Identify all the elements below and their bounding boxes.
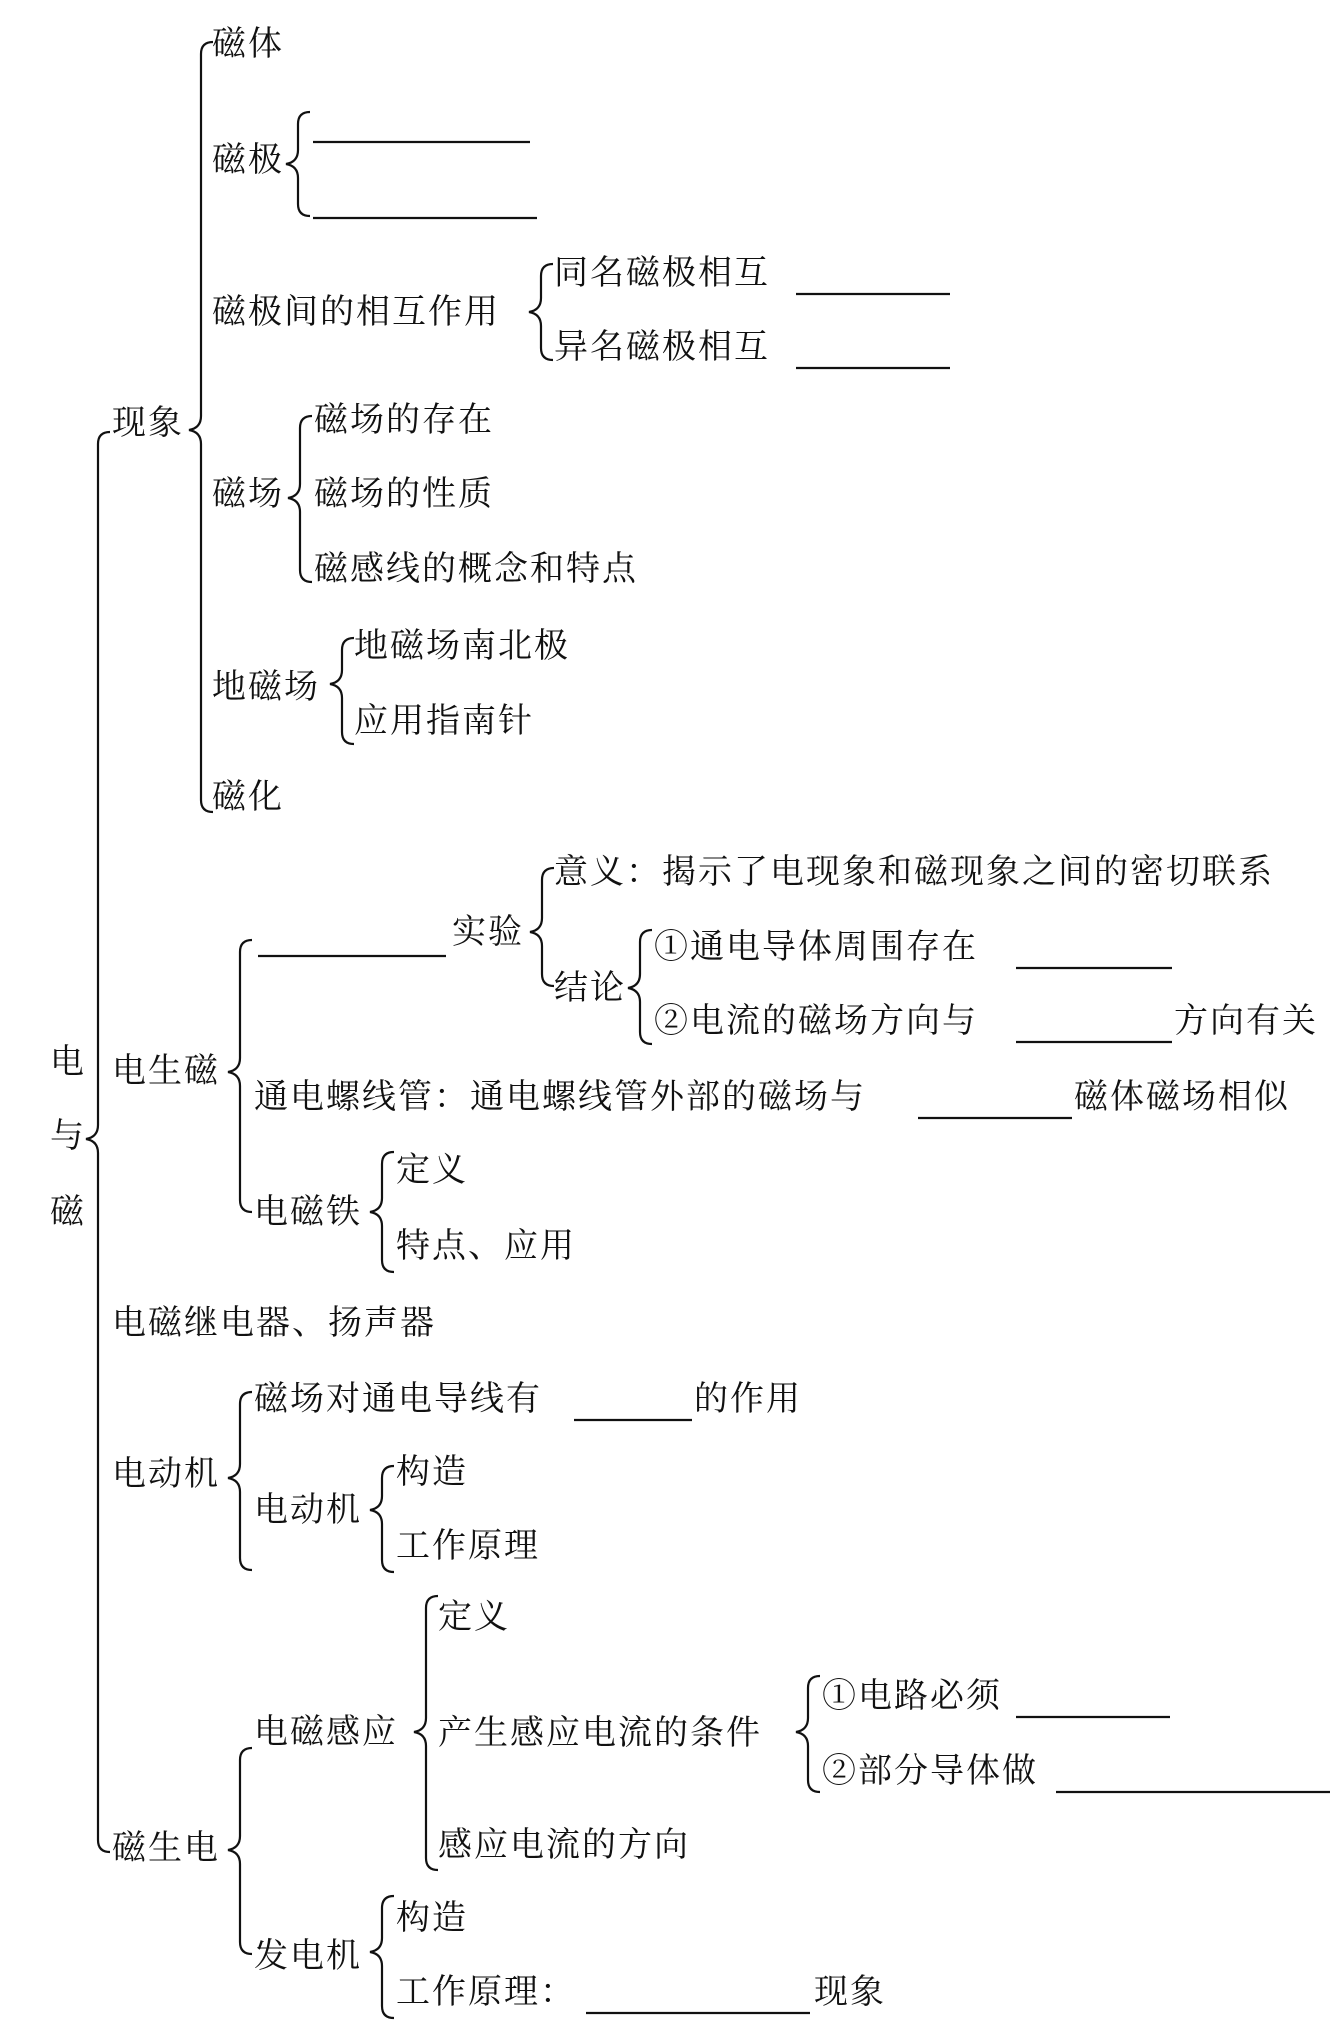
brace-phenomena <box>189 42 213 812</box>
node-electromagnet: 电磁铁 <box>254 1192 362 1232</box>
node-solenoid-a: 通电螺线管：通电螺线管外部的磁场与 <box>254 1077 866 1117</box>
brace-experiment <box>530 868 554 986</box>
node-magnet: 磁体 <box>212 24 284 64</box>
brace-pole <box>286 112 310 216</box>
node-electro-magnet: 电生磁 <box>112 1051 220 1091</box>
node-magnetization: 磁化 <box>212 777 284 817</box>
node-conclusion-1: ①通电导体周围存在 <box>654 927 978 967</box>
node-field-property: 磁场的性质 <box>314 474 494 514</box>
node-interaction: 磁极间的相互作用 <box>212 292 500 332</box>
brace-field <box>288 416 312 582</box>
node-field-existence: 磁场的存在 <box>314 400 494 440</box>
node-earth-poles: 地磁场南北极 <box>354 626 570 666</box>
node-induction-definition: 定义 <box>438 1597 510 1637</box>
node-field-lines: 磁感线的概念和特点 <box>314 549 638 589</box>
node-condition-circuit: ①电路必须 <box>822 1676 1002 1716</box>
node-magneto-electric: 磁生电 <box>112 1828 220 1868</box>
brace-earth <box>330 638 354 744</box>
brace-induction <box>414 1596 438 1870</box>
node-phenomena: 现象 <box>112 403 184 443</box>
root-char-2: 与 <box>50 1116 86 1156</box>
brace-motor <box>228 1392 252 1570</box>
node-field: 磁场 <box>212 474 284 514</box>
node-force-b: 的作用 <box>694 1379 802 1419</box>
node-motor-structure: 构造 <box>396 1452 468 1492</box>
node-generator-principle-b: 现象 <box>814 1972 886 2012</box>
brace-electromagnet <box>370 1152 394 1272</box>
brace-electro <box>228 940 252 1212</box>
node-opposite-pole: 异名磁极相互 <box>554 327 770 367</box>
node-motor-sub: 电动机 <box>254 1490 362 1530</box>
node-condition-motion: ②部分导体做 <box>822 1751 1038 1791</box>
root-char-3: 磁 <box>50 1192 86 1232</box>
brace-interaction <box>529 264 553 360</box>
node-induction-conditions: 产生感应电流的条件 <box>438 1713 762 1753</box>
node-conclusion-2b: 方向有关 <box>1174 1001 1318 1041</box>
brace-root <box>86 432 110 1852</box>
node-generator-structure: 构造 <box>396 1898 468 1938</box>
brace-conditions <box>796 1676 820 1792</box>
brace-motor-sub <box>370 1466 394 1572</box>
brace-generator <box>370 1896 394 2018</box>
brace-magneto <box>228 1748 252 1954</box>
node-experiment: 实验 <box>452 912 524 952</box>
node-meaning: 意义：揭示了电现象和磁现象之间的密切联系 <box>554 852 1274 892</box>
node-motor: 电动机 <box>112 1454 220 1494</box>
node-induction-direction: 感应电流的方向 <box>438 1825 690 1865</box>
node-force-a: 磁场对通电导线有 <box>254 1379 542 1419</box>
node-relay: 电磁继电器、扬声器 <box>112 1303 436 1343</box>
brace-conclusion <box>628 930 652 1044</box>
root-char-1: 电 <box>50 1042 86 1082</box>
node-motor-principle: 工作原理 <box>396 1526 540 1566</box>
node-conclusion-2a: ②电流的磁场方向与 <box>654 1001 978 1041</box>
node-induction: 电磁感应 <box>254 1712 398 1752</box>
node-em-definition: 定义 <box>396 1150 468 1190</box>
node-em-application: 特点、应用 <box>396 1226 576 1266</box>
node-conclusion: 结论 <box>554 968 626 1008</box>
node-solenoid-b: 磁体磁场相似 <box>1074 1077 1290 1117</box>
node-earth-field: 地磁场 <box>212 667 320 707</box>
node-compass: 应用指南针 <box>354 701 534 741</box>
node-pole: 磁极 <box>212 140 284 180</box>
node-generator: 发电机 <box>254 1936 362 1976</box>
node-same-pole: 同名磁极相互 <box>554 253 770 293</box>
node-generator-principle-a: 工作原理： <box>396 1972 576 2012</box>
